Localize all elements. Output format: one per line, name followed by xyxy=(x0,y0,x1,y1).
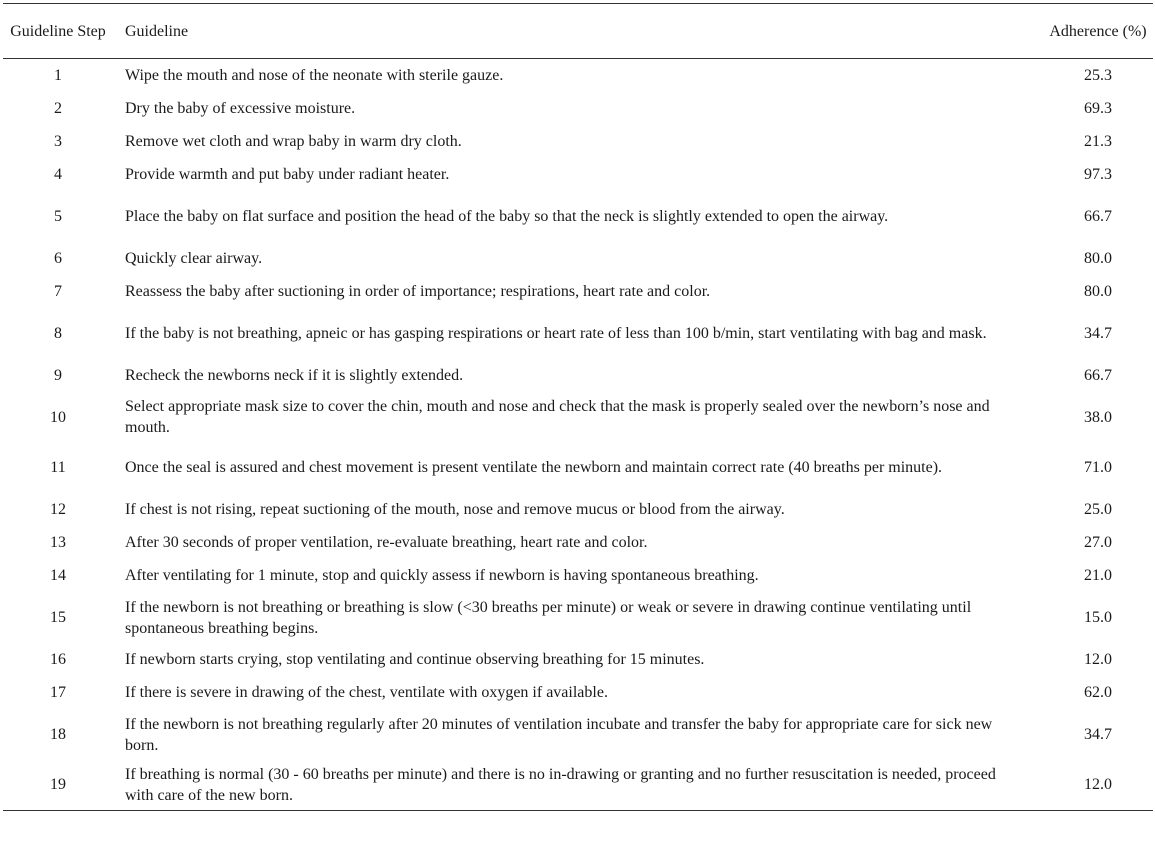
row-guideline-text: Reassess the baby after suctioning in order of importance; respirations, heart rate and color. xyxy=(125,283,711,301)
row-step: 11 xyxy=(50,459,66,477)
row-adherence: 62.0 xyxy=(1084,684,1112,702)
row-adherence: 38.0 xyxy=(1084,408,1112,426)
row-adherence: 12.0 xyxy=(1043,760,1153,811)
row-step: 19 xyxy=(3,760,113,811)
row-guideline-text: If there is severe in drawing of the chest, ventilate with oxygen if available. xyxy=(125,684,608,702)
row-guideline-text: If the newborn is not breathing or breathing is slow (<30 breaths per minute) or weak or severe in drawing continue ventilating until spontaneous breathing begins. xyxy=(125,598,972,637)
row-guideline-text: Remove wet cloth and wrap baby in warm dry cloth. xyxy=(125,132,462,150)
table-row xyxy=(3,493,1153,526)
guideline-adherence-table xyxy=(3,3,1153,811)
table-row xyxy=(3,191,1153,242)
row-guideline-text: Recheck the newborns neck if it is slightly extended. xyxy=(125,366,464,384)
table-row xyxy=(3,158,1153,191)
row-step: 8 xyxy=(54,324,62,342)
row-adherence: 34.7 xyxy=(1084,726,1112,743)
row-step: 10 xyxy=(50,408,66,426)
table-row xyxy=(3,643,1153,676)
row-guideline-text: If the baby is not breathing, apneic or has gasping respirations or heart rate of less than 100 b/min, start ventilating with bag and mask. xyxy=(125,324,987,342)
row-step: 9 xyxy=(54,366,62,384)
row-step: 3 xyxy=(54,132,62,150)
row-adherence: 34.7 xyxy=(1084,324,1112,342)
row-adherence: 97.3 xyxy=(1084,166,1112,184)
table-row xyxy=(3,359,1153,392)
row-step: 2 xyxy=(54,99,62,117)
header-guideline-step: Guideline Step xyxy=(3,4,113,59)
row-guideline-text: Quickly clear airway. xyxy=(125,249,263,267)
row-step: 16 xyxy=(50,650,66,668)
table-row xyxy=(3,275,1153,308)
row-guideline-text: If chest is not rising, repeat suctioning of the mouth, nose and remove mucus or blood from the airway. xyxy=(125,500,785,518)
row-adherence: 15.0 xyxy=(1084,609,1112,627)
row-guideline-text: Place the baby on flat surface and position the head of the baby so that the neck is slightly extended to open the airway. xyxy=(125,208,889,225)
guideline-adherence-table-container xyxy=(3,3,1153,811)
table-row xyxy=(3,125,1153,158)
row-guideline-text: Dry the baby of excessive moisture. xyxy=(125,99,356,117)
row-adherence: 80.0 xyxy=(1084,283,1112,301)
header-adherence: Adherence (%) xyxy=(1043,4,1153,59)
table-row xyxy=(3,559,1153,592)
row-step: 17 xyxy=(50,684,66,702)
table-row xyxy=(3,709,1153,760)
table-header xyxy=(3,4,1153,59)
row-step: 1 xyxy=(54,66,62,84)
table-row xyxy=(3,526,1153,559)
table-row xyxy=(3,676,1153,709)
table-row xyxy=(3,92,1153,125)
row-guideline-text: If the newborn is not breathing regularly after 20 minutes of ventilation incubate and transfer the baby for appropriate care for sick new born. xyxy=(125,715,993,754)
row-guideline-text: Wipe the mouth and nose of the neonate with sterile gauze. xyxy=(125,66,504,84)
row-step: 18 xyxy=(50,726,66,743)
row-adherence: 66.7 xyxy=(1084,208,1112,225)
row-adherence: 21.0 xyxy=(1084,567,1112,585)
table-row xyxy=(3,392,1153,443)
row-guideline-text: After ventilating for 1 minute, stop and quickly assess if newborn is having spontaneous breathing. xyxy=(125,567,759,585)
row-step: 7 xyxy=(54,283,62,301)
table-row xyxy=(3,59,1153,92)
table-row xyxy=(3,308,1153,359)
row-adherence: 71.0 xyxy=(1084,459,1112,477)
row-step: 4 xyxy=(54,166,62,184)
row-step: 15 xyxy=(50,609,66,627)
table-body xyxy=(3,59,1153,811)
row-step: 12 xyxy=(50,500,66,518)
row-guideline-text: After 30 seconds of proper ventilation, re-evaluate breathing, heart rate and color. xyxy=(125,534,648,552)
row-guideline-text: Provide warmth and put baby under radiant heater. xyxy=(125,166,450,184)
row-step: 13 xyxy=(50,534,66,552)
row-guideline-text: If newborn starts crying, stop ventilating and continue observing breathing for 15 minutes. xyxy=(125,650,705,668)
table-row xyxy=(3,592,1153,643)
row-guideline-text: Select appropriate mask size to cover the chin, mouth and nose and check that the mask is properly sealed over the newborn’s nose and mouth. xyxy=(125,398,990,437)
header-guideline: Guideline xyxy=(113,4,1043,59)
row-guideline-text: If breathing is normal (30 - 60 breaths per minute) and there is no in-drawing or granting and no further resuscitation is needed, proceed with care of the new born. xyxy=(113,760,1043,811)
row-adherence: 27.0 xyxy=(1084,534,1112,552)
row-adherence: 21.3 xyxy=(1084,132,1112,150)
header-row xyxy=(3,4,1153,59)
row-adherence: 66.7 xyxy=(1084,366,1112,384)
row-guideline-text: Once the seal is assured and chest movement is present ventilate the newborn and maintain correct rate (40 breaths per minute). xyxy=(125,459,943,477)
table-row xyxy=(3,760,1153,811)
row-step: 5 xyxy=(54,208,62,225)
row-adherence: 69.3 xyxy=(1084,99,1112,117)
row-adherence: 25.0 xyxy=(1084,500,1112,518)
table-row xyxy=(3,242,1153,275)
row-adherence: 80.0 xyxy=(1084,249,1112,267)
row-adherence: 25.3 xyxy=(1084,66,1112,84)
row-step: 14 xyxy=(50,567,66,585)
row-adherence: 12.0 xyxy=(1084,650,1112,668)
row-step: 6 xyxy=(54,249,62,267)
table-row xyxy=(3,442,1153,493)
